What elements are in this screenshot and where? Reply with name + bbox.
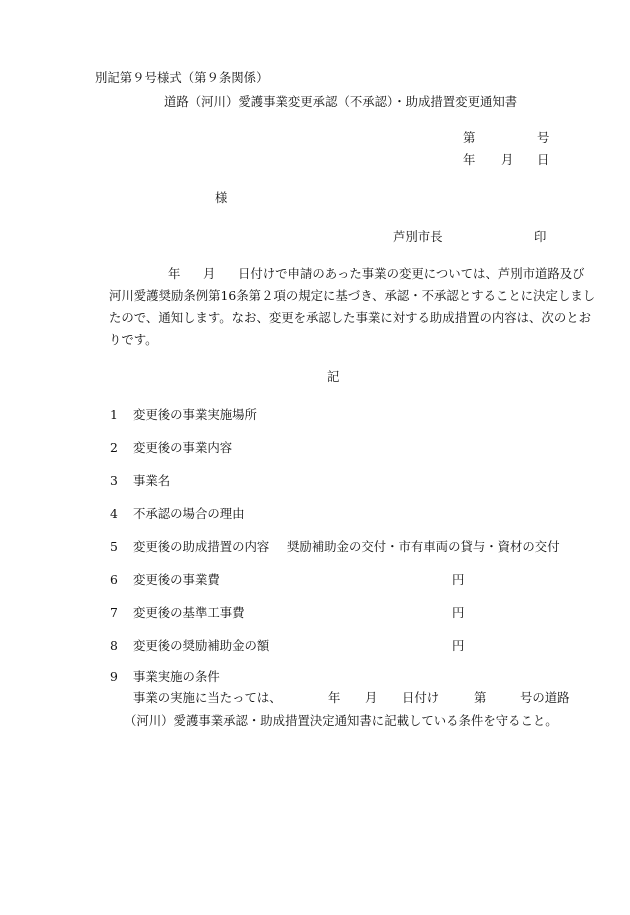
ki-heading: 記 [327,369,340,384]
list-item [0,539,630,555]
item-label: 事業実施の条件 [133,669,220,684]
item-label: 変更後の事業実施場所 [133,407,257,422]
date-month: 月 [501,152,514,167]
issuer-seal: 印 [534,229,547,244]
list-item [0,407,630,423]
body-month: 月 [203,266,216,281]
form-label: 別記第９号様式（第９条関係） [95,70,269,85]
body-line-1: 日付けで申請のあった事業の変更については、芦別市道路及び [238,266,585,281]
item-number: 7 [110,605,118,620]
date-day: 日 [537,152,550,167]
body-line-2: 河川愛護奨励条例第16条第２項の規定に基づき、承認・不承認とすることに決定しまし [109,288,596,303]
doc-number-go: 号 [537,130,550,145]
item-number: 3 [110,473,118,488]
item-unit: 円 [452,638,465,653]
condition-month: 月 [365,690,378,705]
list-item [0,638,630,654]
item-label: 事業名 [133,473,171,488]
condition-dated: 日付け [402,690,440,705]
item-number: 9 [110,669,118,684]
body-year: 年 [168,266,181,281]
condition-year: 年 [328,690,341,705]
item-label: 変更後の事業内容 [133,440,233,455]
list-item [0,605,630,621]
item-number: 2 [110,440,118,455]
item-unit: 円 [452,605,465,620]
item-number: 5 [110,539,118,554]
item-number: 8 [110,638,118,653]
condition-line-2: （河川）愛護事業承認・助成措置決定通知書に記載している条件を守ること。 [124,713,558,728]
list-item [0,572,630,588]
item-number: 6 [110,572,118,587]
list-item [0,473,630,489]
list-item [0,669,630,685]
item-label: 変更後の基準工事費 [133,605,245,620]
condition-go-suffix: 号の道路 [520,690,570,705]
item-number: 4 [110,506,118,521]
date-year: 年 [463,152,476,167]
condition-prefix: 事業の実施に当たっては、 [133,690,282,705]
document-title: 道路（河川）愛護事業変更承認（不承認）・助成措置変更通知書 [164,94,518,109]
item-value: 奨励補助金の交付・市有車両の貸与・資材の交付 [287,539,560,554]
body-line-3: たので、通知します。なお、変更を承認した事業に対する助成措置の内容は、次のとお [109,310,591,325]
list-item [0,506,630,522]
item-label: 不承認の場合の理由 [133,506,245,521]
recipient-honorific: 様 [215,190,228,205]
item-unit: 円 [452,572,465,587]
issuer-name: 芦別市長 [393,229,443,244]
item-number: 1 [110,407,118,422]
doc-number-dai: 第 [463,130,476,145]
item-label: 変更後の奨励補助金の額 [133,638,270,653]
item-label: 変更後の事業費 [133,572,220,587]
item-label: 変更後の助成措置の内容 [133,539,270,554]
body-line-4: りです。 [109,332,158,347]
condition-dai: 第 [474,690,487,705]
list-item [0,440,630,456]
